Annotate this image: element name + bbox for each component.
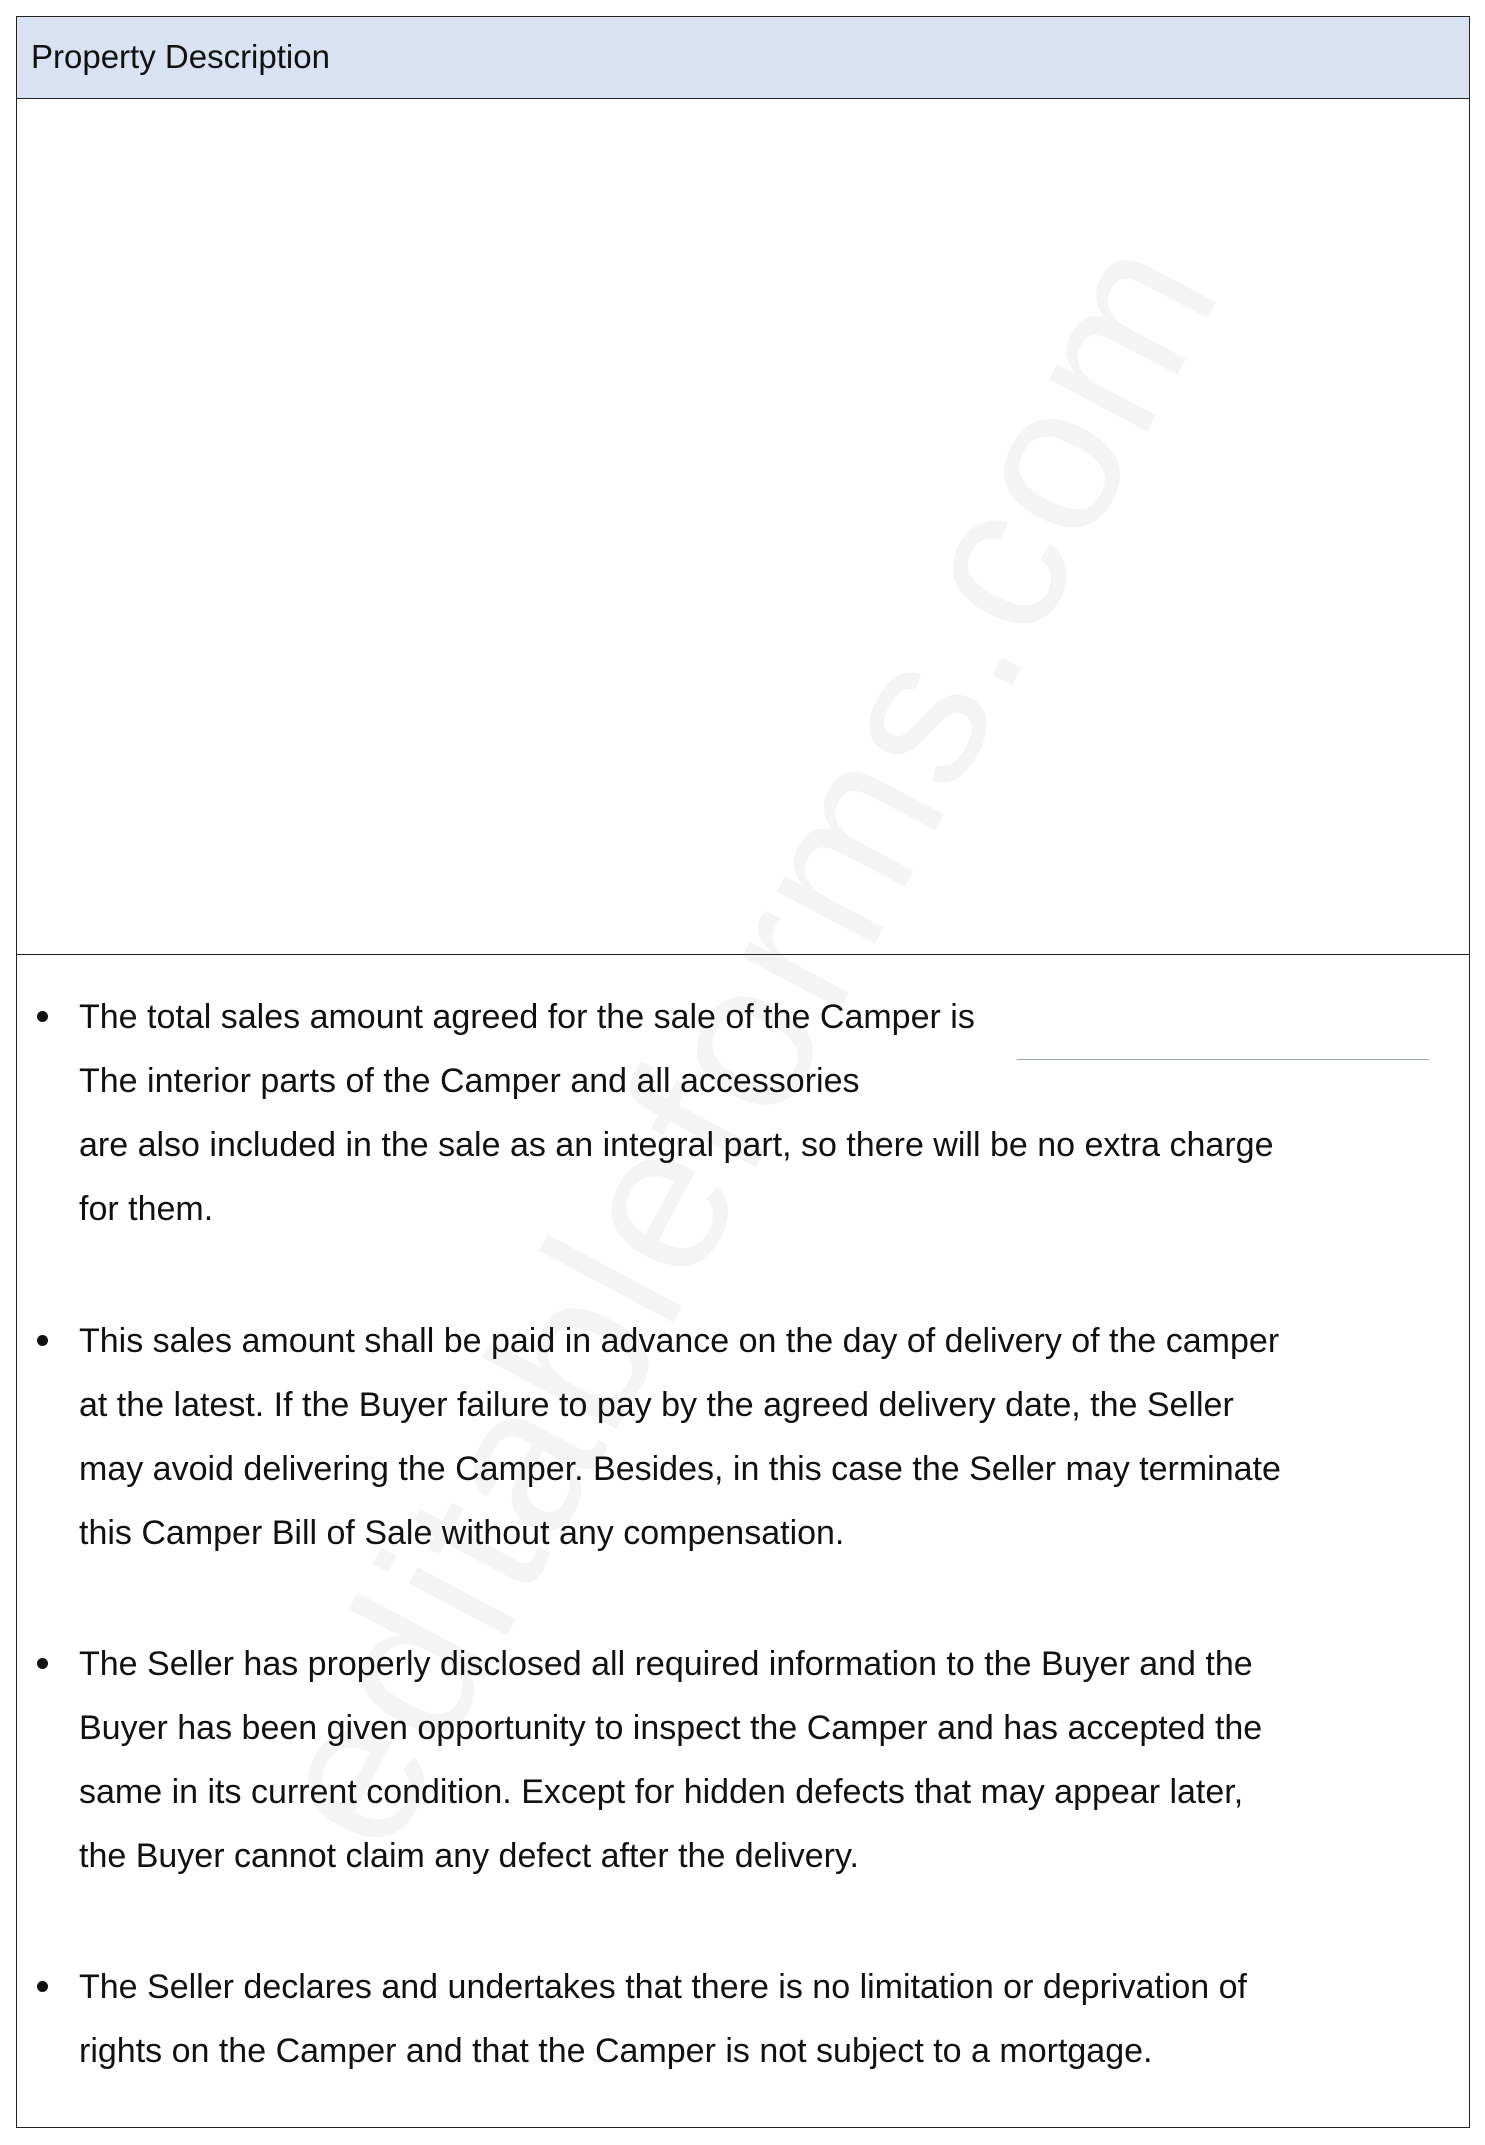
clause-line: at the latest. If the Buyer failure to pay by the agreed delivery date, the Seller [79,1386,1234,1424]
clause-line: The total sales amount agreed for the sale of the Camper is [79,998,975,1036]
clause-line: for them. [79,1190,214,1228]
clause-line: the Buyer cannot claim any defect after the delivery. [79,1837,859,1875]
clause-line: The Seller has properly disclosed all required information to the Buyer and the [79,1645,1253,1683]
property-form-table [16,16,1470,2128]
property-description-header [17,17,1469,99]
terms-section [17,955,1469,2127]
clause-line: The Seller declares and undertakes that there is no limitation or deprivation of [79,1968,1247,2006]
clause-line: this Camper Bill of Sale without any compensation. [79,1514,845,1552]
bullet-icon [37,1335,48,1346]
property-description-field[interactable] [17,99,1469,955]
clause-line: The interior parts of the Camper and all accessories [79,1062,860,1100]
clause-line: same in its current condition. Except for hidden defects that may appear later, [79,1773,1244,1811]
bullet-icon [37,1011,48,1022]
bullet-icon [37,1981,48,1992]
clause-line: are also included in the sale as an integral part, so there will be no extra charge [79,1126,1274,1164]
property-description-label: Property Description [31,38,330,75]
clause-line: may avoid delivering the Camper. Besides, in this case the Seller may terminate [79,1450,1281,1488]
clause-line: This sales amount shall be paid in advance on the day of delivery of the camper [79,1322,1280,1360]
sales-amount-field[interactable] [1017,1059,1429,1060]
bullet-icon [37,1658,48,1669]
clause-line: rights on the Camper and that the Camper is not subject to a mortgage. [79,2032,1153,2070]
clause-line: Buyer has been given opportunity to inspect the Camper and has accepted the [79,1709,1263,1747]
